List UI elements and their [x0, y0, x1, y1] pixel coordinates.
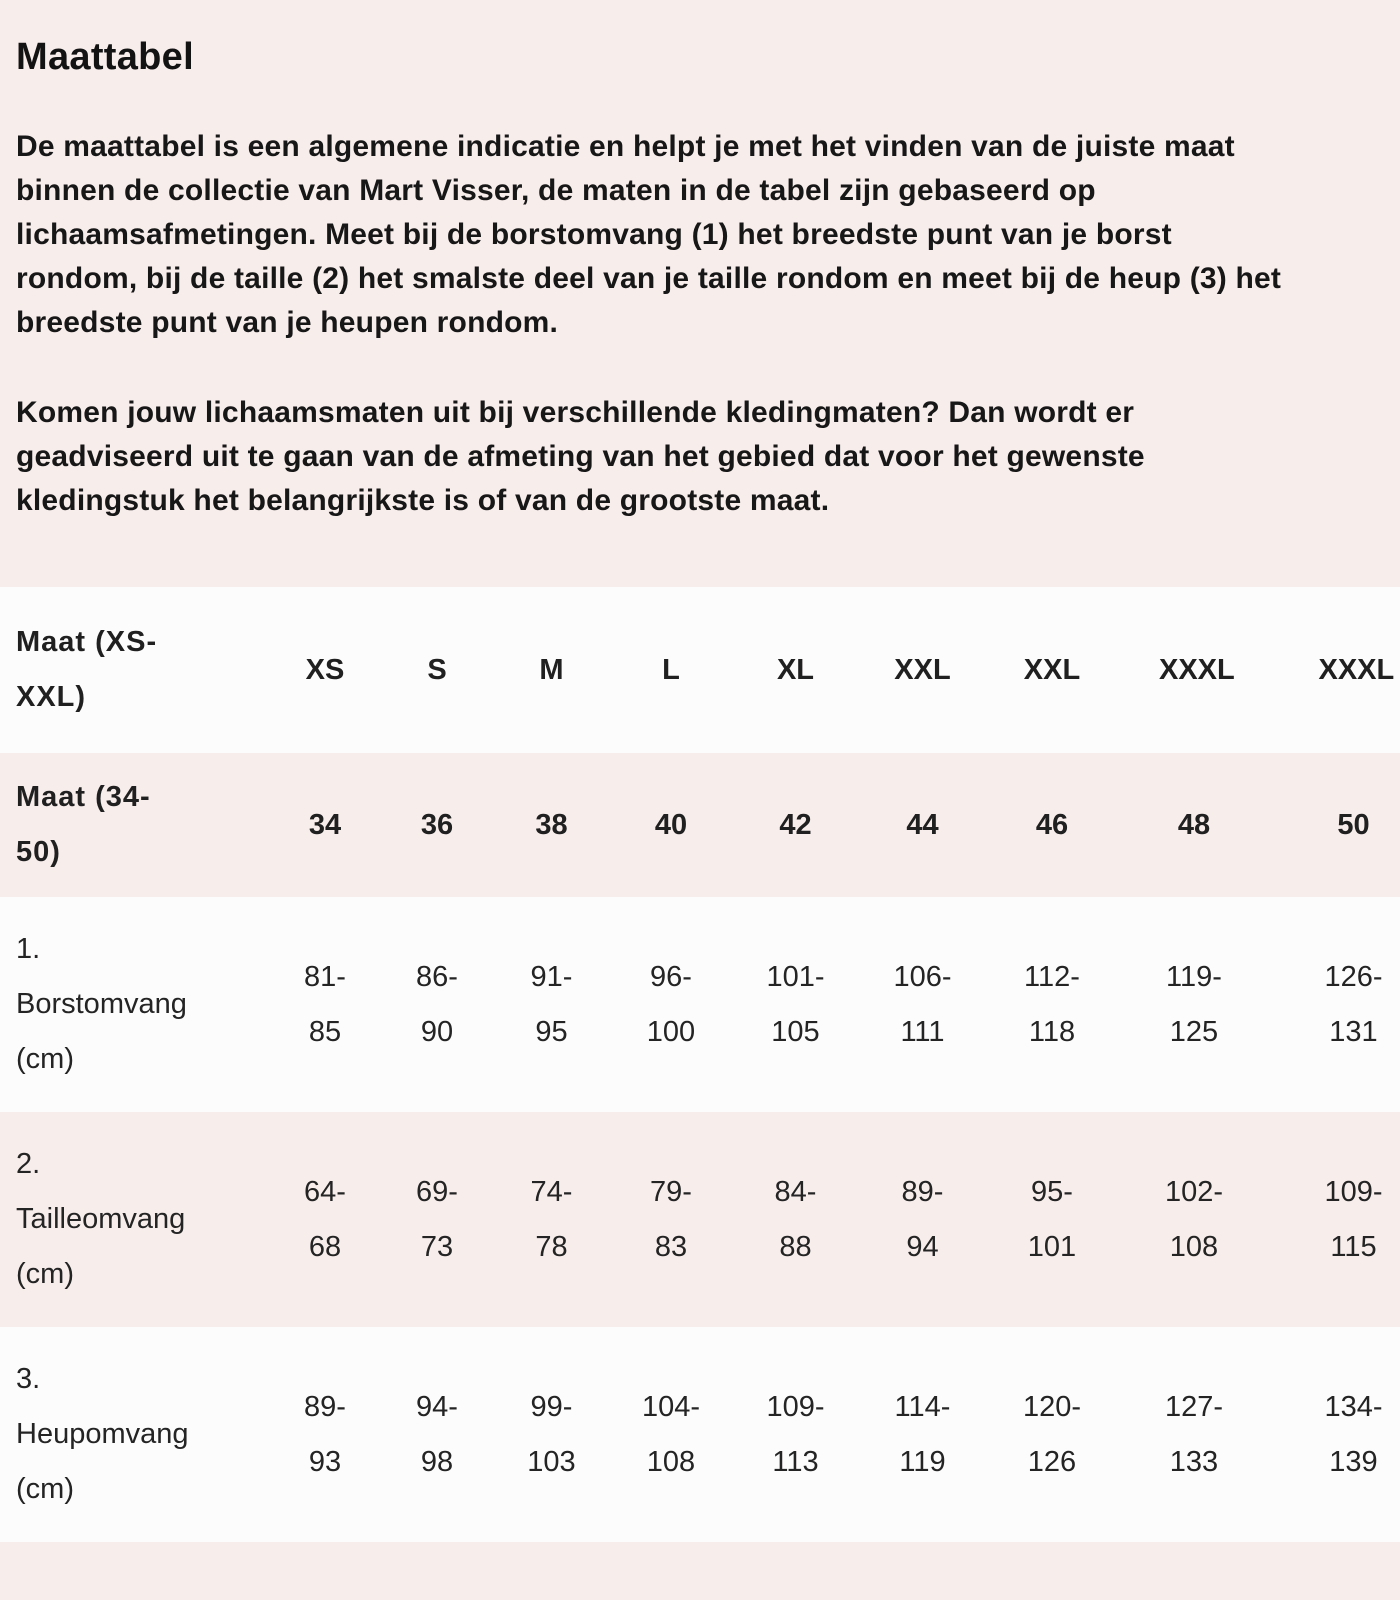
size-cell: 79-83 [650, 1175, 692, 1263]
size-cell: 89-93 [304, 1390, 346, 1478]
size-table-section [0, 587, 1400, 1542]
size-cell: 112-118 [1024, 960, 1080, 1048]
size-cell: 46 [1035, 808, 1069, 841]
row-label: 3. Heupomvang (cm) [16, 1363, 189, 1505]
size-cell: XXXL [1318, 653, 1395, 686]
size-table-body [0, 587, 1400, 1542]
table-row [0, 753, 1400, 897]
size-cell: 44 [906, 808, 939, 841]
table-row [0, 1327, 1400, 1542]
size-cell: 119-125 [1166, 960, 1222, 1048]
size-cell: XXL [894, 653, 951, 686]
size-cell: 34 [308, 808, 342, 841]
size-cell: 114-119 [894, 1390, 951, 1478]
row-label: 1. Borstomvang (cm) [16, 933, 187, 1075]
size-cell: 64-68 [304, 1175, 346, 1263]
size-cell: 48 [1177, 808, 1211, 841]
size-cell: 86-90 [416, 960, 458, 1048]
size-cell: 101-105 [766, 960, 825, 1048]
row-label: Maat (34-50) [16, 781, 151, 868]
size-cell: S [427, 653, 447, 686]
size-cell: 38 [535, 808, 568, 841]
size-cell: XXXL [1159, 653, 1235, 686]
table-row [0, 587, 1400, 753]
size-cell: 40 [654, 808, 688, 841]
size-cell: XXL [1023, 653, 1081, 686]
size-cell: XS [305, 653, 345, 686]
page-title: Maattabel [16, 36, 194, 78]
size-cell: 91-95 [530, 960, 573, 1048]
row-label: Maat (XS-XXL) [16, 626, 158, 713]
size-cell: 69-73 [416, 1175, 458, 1263]
size-cell: 126-131 [1324, 960, 1383, 1048]
row-label: 2. Tailleomvang (cm) [16, 1148, 186, 1290]
table-row [0, 897, 1400, 1112]
size-cell: 94-98 [416, 1390, 458, 1478]
size-cell: L [662, 653, 680, 686]
size-cell: 96-100 [646, 960, 696, 1048]
size-cell: XL [776, 653, 815, 686]
size-cell: 81-85 [304, 960, 346, 1048]
size-cell: 109-113 [766, 1390, 825, 1478]
intro-paragraph-2: Komen jouw lichaamsmaten uit bij verschillende kledingmaten? Dan wordt er geadviseerd uit te gaan van de afmeting van het gebied dat voor het gewenste kledingstuk het belangrijkste is of van de grootste maat. [16, 396, 1145, 517]
size-cell: 99-103 [527, 1390, 576, 1478]
size-cell: 42 [779, 808, 812, 841]
size-cell: 50 [1337, 808, 1370, 841]
size-cell: 74-78 [530, 1175, 573, 1263]
size-guide-page [0, 0, 1400, 523]
size-cell: 127-133 [1164, 1390, 1224, 1478]
size-cell: 109-115 [1324, 1175, 1383, 1263]
size-cell: 102-108 [1164, 1175, 1224, 1263]
size-cell: 104-108 [641, 1390, 701, 1478]
size-cell: 36 [420, 808, 454, 841]
size-cell: 95-101 [1027, 1175, 1077, 1263]
size-cell: 84-88 [774, 1175, 817, 1263]
table-row [0, 1112, 1400, 1327]
size-cell: M [539, 653, 564, 686]
size-table [0, 587, 1400, 1542]
size-cell: 89-94 [901, 1175, 944, 1263]
size-cell: 120-126 [1022, 1390, 1082, 1478]
size-cell: 134-139 [1324, 1390, 1383, 1478]
size-cell: 106-111 [893, 960, 952, 1048]
intro-paragraph-1: De maattabel is een algemene indicatie en helpt je met het vinden van de juiste maat binnen de collectie van Mart Visser, de maten in de tabel zijn gebaseerd op lichaamsafmetingen. Meet bij de borstomvang (1) het breedste punt van je borst rondom, bij de taille (2) het smalste deel van je taille rondom en meet bij de heup (3) het breedste punt van je heupen rondom. [16, 130, 1282, 339]
